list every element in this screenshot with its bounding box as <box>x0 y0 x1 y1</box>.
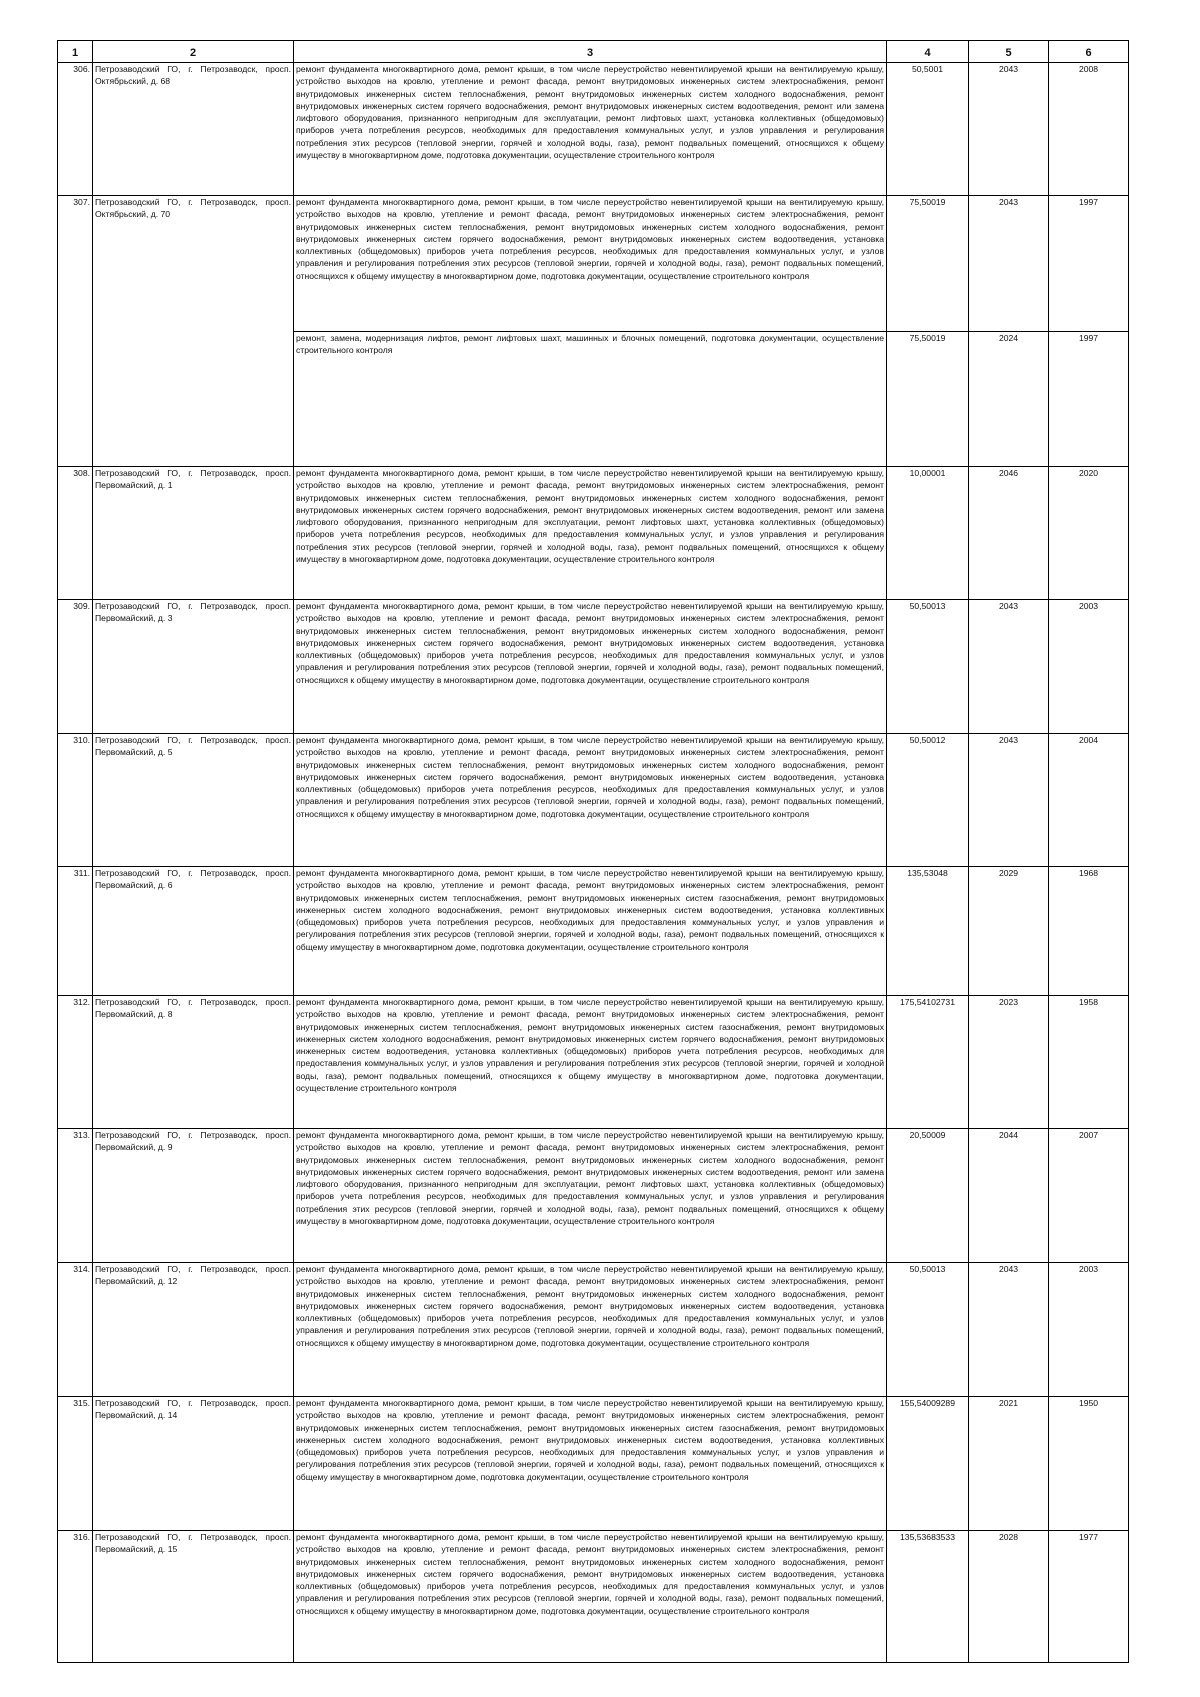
row-address: Петрозаводский ГО, г. Петрозаводск, просп. Первомайский, д. 15 <box>93 1531 294 1663</box>
row-number: 309. <box>58 600 93 734</box>
header-col-3: 3 <box>294 41 887 63</box>
row-year: 2028 <box>969 1531 1049 1663</box>
row-value: 50,50013 <box>887 600 969 734</box>
table-row <box>58 196 1129 332</box>
row-year: 2023 <box>969 996 1049 1129</box>
table-row <box>58 996 1129 1129</box>
table-row <box>58 467 1129 600</box>
row-built-year: 2020 <box>1049 467 1129 600</box>
table-row <box>58 1263 1129 1397</box>
row-work-description: ремонт, замена, модернизация лифтов, ремонт лифтовых шахт, машинных и блочных помещений, подготовка документации, осуществление строительного контроля <box>294 332 887 467</box>
header-col-1: 1 <box>58 41 93 63</box>
header-col-6: 6 <box>1049 41 1129 63</box>
row-address: Петрозаводский ГО, г. Петрозаводск, просп. Первомайский, д. 14 <box>93 1397 294 1531</box>
row-work-description: ремонт фундамента многоквартирного дома, ремонт крыши, в том числе переустройство невентилируемой крыши на вентилируемую крышу, устройство выходов на кровлю, утепление и ремонт фасада, ремонт внутридомовых инженерных систем электроснабжения, ремонт внутридомовых инженерных систем теплоснабжения, ремонт внутридомовых инженерных систем холодного водоснабжения, ремонт внутридомовых инженерных систем горячего водоснабжения, ремонт внутридомовых инженерных систем водоотведения, установка коллективных (общедомовых) приборов учета потребления ресурсов, необходимых для предоставления коммунальных услуг, и узлов управления и регулирования потребления этих ресурсов (тепловой энергии, горячей и холодной воды, газа), ремонт подвальных помещений, относящихся к общему имуществу в многоквартирном доме, подготовка документации, осуществление строительного контроля <box>294 600 887 734</box>
row-year: 2021 <box>969 1397 1049 1531</box>
row-work-description: ремонт фундамента многоквартирного дома, ремонт крыши, в том числе переустройство невентилируемой крыши на вентилируемую крышу, устройство выходов на кровлю, утепление и ремонт фасада, ремонт внутридомовых инженерных систем электроснабжения, ремонт внутридомовых инженерных систем теплоснабжения, ремонт внутридомовых инженерных систем газоснабжения, ремонт внутридомовых инженерных систем холодного водоснабжения, ремонт внутридомовых инженерных систем водоотведения, установка коллективных (общедомовых) приборов учета потребления ресурсов, необходимых для предоставления коммунальных услуг, и узлов управления и регулирования потребления этих ресурсов (тепловой энергии, горячей и холодной воды, газа), ремонт подвальных помещений, относящихся к общему имуществу в многоквартирном доме, подготовка документации, осуществление строительного контроля <box>294 1397 887 1531</box>
row-number: 306. <box>58 63 93 196</box>
row-value: 135,53048 <box>887 867 969 996</box>
row-value: 135,53683533 <box>887 1531 969 1663</box>
row-year: 2043 <box>969 734 1049 867</box>
row-address: Петрозаводский ГО, г. Петрозаводск, просп. Первомайский, д. 12 <box>93 1263 294 1397</box>
table-row <box>58 600 1129 734</box>
row-built-year: 1968 <box>1049 867 1129 996</box>
row-work-description: ремонт фундамента многоквартирного дома, ремонт крыши, в том числе переустройство невентилируемой крыши на вентилируемую крышу, устройство выходов на кровлю, утепление и ремонт фасада, ремонт внутридомовых инженерных систем электроснабжения, ремонт внутридомовых инженерных систем теплоснабжения, ремонт внутридомовых инженерных систем холодного водоснабжения, ремонт внутридомовых инженерных систем горячего водоснабжения, ремонт внутридомовых инженерных систем водоотведения, ремонт или замена лифтового оборудования, признанного непригодным для эксплуатации, ремонт лифтовых шахт, установка коллективных (общедомовых) приборов учета потребления ресурсов, необходимых для предоставления коммунальных услуг, и узлов управления и регулирования потребления этих ресурсов (тепловой энергии, горячей и холодной воды, газа), ремонт подвальных помещений, относящихся к общему имуществу в многоквартирном доме, подготовка документации, осуществление строительного контроля <box>294 63 887 196</box>
table-row <box>58 734 1129 867</box>
row-value: 175,54102731 <box>887 996 969 1129</box>
row-value: 20,50009 <box>887 1129 969 1263</box>
table-row <box>58 1129 1129 1263</box>
row-address: Петрозаводский ГО, г. Петрозаводск, просп. Первомайский, д. 1 <box>93 467 294 600</box>
row-address: Петрозаводский ГО, г. Петрозаводск, просп. Октябрьский, д. 68 <box>93 63 294 196</box>
row-work-description: ремонт фундамента многоквартирного дома, ремонт крыши, в том числе переустройство невентилируемой крыши на вентилируемую крышу, устройство выходов на кровлю, утепление и ремонт фасада, ремонт внутридомовых инженерных систем электроснабжения, ремонт внутридомовых инженерных систем теплоснабжения, ремонт внутридомовых инженерных систем холодного водоснабжения, ремонт внутридомовых инженерных систем горячего водоснабжения, ремонт внутридомовых инженерных систем водоотведения, установка коллективных (общедомовых) приборов учета потребления ресурсов, необходимых для предоставления коммунальных услуг, и узлов управления и регулирования потребления этих ресурсов (тепловой энергии, горячей и холодной воды, газа), ремонт подвальных помещений, относящихся к общему имуществу в многоквартирном доме, подготовка документации, осуществление строительного контроля <box>294 196 887 332</box>
table-row <box>58 867 1129 996</box>
row-number: 315. <box>58 1397 93 1531</box>
row-year: 2043 <box>969 1263 1049 1397</box>
row-number: 308. <box>58 467 93 600</box>
row-value: 50,5001 <box>887 63 969 196</box>
row-built-year: 2008 <box>1049 63 1129 196</box>
row-built-year: 1977 <box>1049 1531 1129 1663</box>
row-year: 2043 <box>969 63 1049 196</box>
row-year: 2043 <box>969 600 1049 734</box>
header-col-4: 4 <box>887 41 969 63</box>
row-year: 2044 <box>969 1129 1049 1263</box>
row-value: 155,54009289 <box>887 1397 969 1531</box>
table-row <box>58 1397 1129 1531</box>
row-work-description: ремонт фундамента многоквартирного дома, ремонт крыши, в том числе переустройство невентилируемой крыши на вентилируемую крышу, устройство выходов на кровлю, утепление и ремонт фасада, ремонт внутридомовых инженерных систем электроснабжения, ремонт внутридомовых инженерных систем теплоснабжения, ремонт внутридомовых инженерных систем газоснабжения, ремонт внутридомовых инженерных систем холодного водоснабжения, ремонт внутридомовых инженерных систем водоотведения, установка коллективных (общедомовых) приборов учета потребления ресурсов, необходимых для предоставления коммунальных услуг, и узлов управления и регулирования потребления этих ресурсов (тепловой энергии, горячей и холодной воды, газа), ремонт подвальных помещений, относящихся к общему имуществу в многоквартирном доме, подготовка документации, осуществление строительного контроля <box>294 867 887 996</box>
table-row <box>58 1531 1129 1663</box>
row-built-year: 2007 <box>1049 1129 1129 1263</box>
row-value: 10,00001 <box>887 467 969 600</box>
row-address: Петрозаводский ГО, г. Петрозаводск, просп. Первомайский, д. 6 <box>93 867 294 996</box>
row-address: Петрозаводский ГО, г. Петрозаводск, просп. Первомайский, д. 3 <box>93 600 294 734</box>
row-work-description: ремонт фундамента многоквартирного дома, ремонт крыши, в том числе переустройство невентилируемой крыши на вентилируемую крышу, устройство выходов на кровлю, утепление и ремонт фасада, ремонт внутридомовых инженерных систем электроснабжения, ремонт внутридомовых инженерных систем теплоснабжения, ремонт внутридомовых инженерных систем холодного водоснабжения, ремонт внутридомовых инженерных систем горячего водоснабжения, ремонт внутридомовых инженерных систем водоотведения, установка коллективных (общедомовых) приборов учета потребления ресурсов, необходимых для предоставления коммунальных услуг, и узлов управления и регулирования потребления этих ресурсов (тепловой энергии, горячей и холодной воды, газа), ремонт подвальных помещений, относящихся к общему имуществу в многоквартирном доме, подготовка документации, осуществление строительного контроля <box>294 1263 887 1397</box>
document-table-wrapper <box>57 40 1128 1663</box>
row-work-description: ремонт фундамента многоквартирного дома, ремонт крыши, в том числе переустройство невентилируемой крыши на вентилируемую крышу, устройство выходов на кровлю, утепление и ремонт фасада, ремонт внутридомовых инженерных систем электроснабжения, ремонт внутридомовых инженерных систем теплоснабжения, ремонт внутридомовых инженерных систем холодного водоснабжения, ремонт внутридомовых инженерных систем горячего водоснабжения, ремонт внутридомовых инженерных систем водоотведения, ремонт или замена лифтового оборудования, признанного непригодным для эксплуатации, ремонт лифтовых шахт, установка коллективных (общедомовых) приборов учета потребления ресурсов, необходимых для предоставления коммунальных услуг, и узлов управления и регулирования потребления этих ресурсов (тепловой энергии, горячей и холодной воды, газа), ремонт подвальных помещений, относящихся к общему имуществу в многоквартирном доме, подготовка документации, осуществление строительного контроля <box>294 1129 887 1263</box>
header-col-2: 2 <box>93 41 294 63</box>
row-built-year: 1958 <box>1049 996 1129 1129</box>
row-built-year: 2004 <box>1049 734 1129 867</box>
row-built-year: 2003 <box>1049 600 1129 734</box>
row-value: 50,50012 <box>887 734 969 867</box>
row-number: 314. <box>58 1263 93 1397</box>
header-col-5: 5 <box>969 41 1049 63</box>
row-number: 307. <box>58 196 93 467</box>
row-work-description: ремонт фундамента многоквартирного дома, ремонт крыши, в том числе переустройство невентилируемой крыши на вентилируемую крышу, устройство выходов на кровлю, утепление и ремонт фасада, ремонт внутридомовых инженерных систем электроснабжения, ремонт внутридомовых инженерных систем теплоснабжения, ремонт внутридомовых инженерных систем холодного водоснабжения, ремонт внутридомовых инженерных систем горячего водоснабжения, ремонт внутридомовых инженерных систем водоотведения, установка коллективных (общедомовых) приборов учета потребления ресурсов, необходимых для предоставления коммунальных услуг, и узлов управления и регулирования потребления этих ресурсов (тепловой энергии, горячей и холодной воды, газа), ремонт подвальных помещений, относящихся к общему имуществу в многоквартирном доме, подготовка документации, осуществление строительного контроля <box>294 734 887 867</box>
row-number: 311. <box>58 867 93 996</box>
row-year: 2029 <box>969 867 1049 996</box>
row-built-year: 1997 <box>1049 196 1129 332</box>
row-work-description: ремонт фундамента многоквартирного дома, ремонт крыши, в том числе переустройство невентилируемой крыши на вентилируемую крышу, устройство выходов на кровлю, утепление и ремонт фасада, ремонт внутридомовых инженерных систем электроснабжения, ремонт внутридомовых инженерных систем теплоснабжения, ремонт внутридомовых инженерных систем газоснабжения, ремонт внутридомовых инженерных систем холодного водоснабжения, ремонт внутридомовых инженерных систем горячего водоснабжения, ремонт внутридомовых инженерных систем водоотведения, установка коллективных (общедомовых) приборов учета потребления ресурсов, необходимых для предоставления коммунальных услуг, и узлов управления и регулирования потребления этих ресурсов (тепловой энергии, горячей и холодной воды, газа), ремонт подвальных помещений, относящихся к общему имуществу в многоквартирном доме, подготовка документации, осуществление строительного контроля <box>294 996 887 1129</box>
row-address: Петрозаводский ГО, г. Петрозаводск, просп. Первомайский, д. 8 <box>93 996 294 1129</box>
table-row <box>58 63 1129 196</box>
row-work-description: ремонт фундамента многоквартирного дома, ремонт крыши, в том числе переустройство невентилируемой крыши на вентилируемую крышу, устройство выходов на кровлю, утепление и ремонт фасада, ремонт внутридомовых инженерных систем электроснабжения, ремонт внутридомовых инженерных систем теплоснабжения, ремонт внутридомовых инженерных систем холодного водоснабжения, ремонт внутридомовых инженерных систем горячего водоснабжения, ремонт внутридомовых инженерных систем водоотведения, ремонт или замена лифтового оборудования, признанного непригодным для эксплуатации, ремонт лифтовых шахт, установка коллективных (общедомовых) приборов учета потребления ресурсов, необходимых для предоставления коммунальных услуг, и узлов управления и регулирования потребления этих ресурсов (тепловой энергии, горячей и холодной воды, газа), ремонт подвальных помещений, относящихся к общему имуществу в многоквартирном доме, подготовка документации, осуществление строительного контроля <box>294 467 887 600</box>
row-number: 313. <box>58 1129 93 1263</box>
row-address: Петрозаводский ГО, г. Петрозаводск, просп. Первомайский, д. 5 <box>93 734 294 867</box>
row-value: 75,50019 <box>887 196 969 332</box>
row-address: Петрозаводский ГО, г. Петрозаводск, просп. Первомайский, д. 9 <box>93 1129 294 1263</box>
repair-program-table <box>57 40 1129 1663</box>
row-work-description: ремонт фундамента многоквартирного дома, ремонт крыши, в том числе переустройство невентилируемой крыши на вентилируемую крышу, устройство выходов на кровлю, утепление и ремонт фасада, ремонт внутридомовых инженерных систем электроснабжения, ремонт внутридомовых инженерных систем теплоснабжения, ремонт внутридомовых инженерных систем холодного водоснабжения, ремонт внутридомовых инженерных систем горячего водоснабжения, ремонт внутридомовых инженерных систем водоотведения, установка коллективных (общедомовых) приборов учета потребления ресурсов, необходимых для предоставления коммунальных услуг, и узлов управления и регулирования потребления этих ресурсов (тепловой энергии, горячей и холодной воды, газа), ремонт подвальных помещений, относящихся к общему имуществу в многоквартирном доме, подготовка документации, осуществление строительного контроля <box>294 1531 887 1663</box>
row-address: Петрозаводский ГО, г. Петрозаводск, просп. Октябрьский, д. 70 <box>93 196 294 467</box>
row-value: 75,50019 <box>887 332 969 467</box>
row-value: 50,50013 <box>887 1263 969 1397</box>
row-year: 2046 <box>969 467 1049 600</box>
row-built-year: 2003 <box>1049 1263 1129 1397</box>
row-year: 2024 <box>969 332 1049 467</box>
row-number: 316. <box>58 1531 93 1663</box>
row-number: 310. <box>58 734 93 867</box>
row-built-year: 1950 <box>1049 1397 1129 1531</box>
row-built-year: 1997 <box>1049 332 1129 467</box>
row-number: 312. <box>58 996 93 1129</box>
row-year: 2043 <box>969 196 1049 332</box>
header-row <box>58 41 1129 63</box>
